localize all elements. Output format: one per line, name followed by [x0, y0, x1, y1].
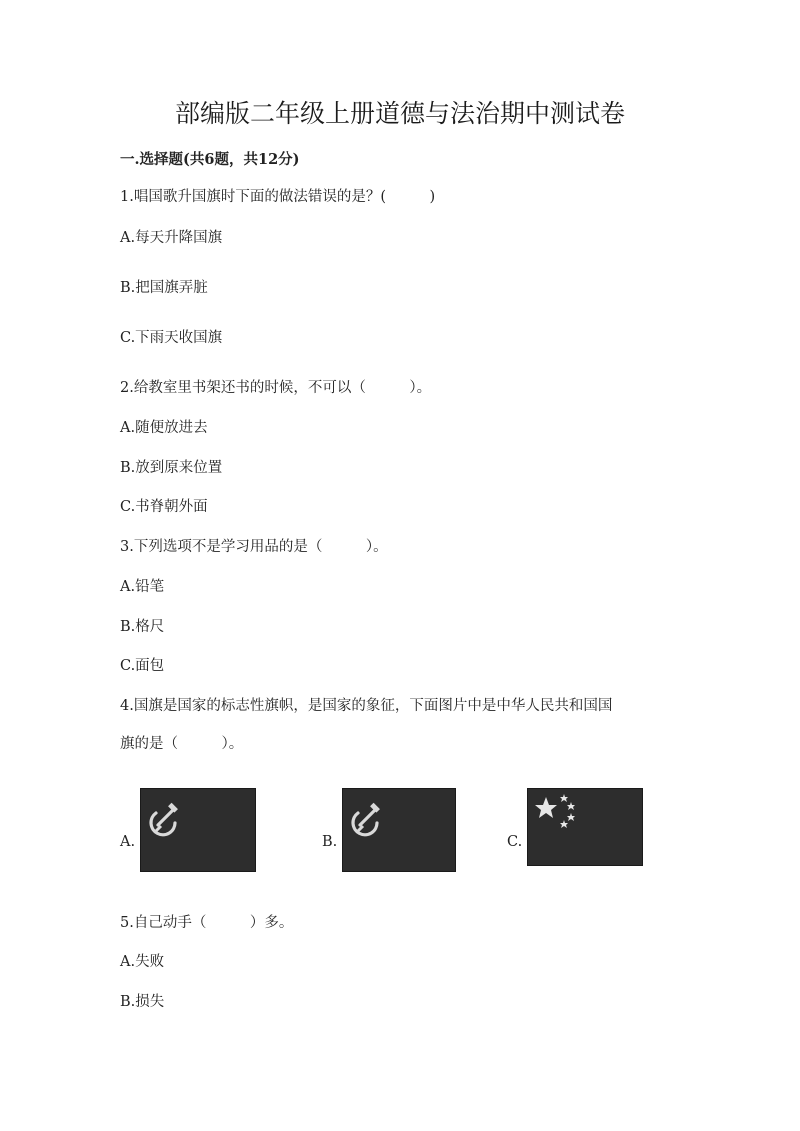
five-star-flag-icon: [527, 788, 643, 866]
question-5-option-b: B.损失: [120, 994, 165, 1010]
question-5-option-a: A.失败: [120, 954, 165, 970]
flag-option-a-label: A.: [120, 834, 136, 850]
question-4-stem-line1: 4.国旗是国家的标志性旗帜，是国家的象征，下面图片中是中华人民共和国国: [120, 698, 613, 714]
flag-option-c-label: C.: [507, 834, 523, 850]
question-1-option-b: B.把国旗弄脏: [120, 280, 208, 296]
hammer-sickle-flag-icon: [342, 788, 456, 872]
question-2-option-a: A.随便放进去: [120, 420, 208, 436]
flag-option-b-label: B.: [322, 834, 338, 850]
question-3-option-a: A.铅笔: [120, 579, 165, 595]
question-1-option-a: A.每天升降国旗: [120, 230, 223, 246]
question-5-stem: 5.自己动手（ ）多。: [120, 915, 294, 931]
question-2-stem: 2.给教室里书架还书的时候，不可以（ ）。: [120, 380, 432, 396]
question-3-option-c: C.面包: [120, 658, 165, 674]
question-4-stem-line2: 旗的是（ ）。: [120, 736, 244, 752]
question-3-stem: 3.下列选项不是学习用品的是（ ）。: [120, 539, 388, 555]
question-1-option-c: C.下雨天收国旗: [120, 330, 223, 346]
hammer-sickle-flag-icon: [140, 788, 256, 872]
question-3-option-b: B.格尺: [120, 619, 165, 635]
question-1-stem: 1.唱国歌升国旗时下面的做法错误的是？( ): [120, 189, 436, 205]
question-2-option-b: B.放到原来位置: [120, 460, 223, 476]
question-2-option-c: C.书脊朝外面: [120, 499, 208, 515]
page-title: 部编版二年级上册道德与法治期中测试卷: [174, 99, 625, 128]
flag-options: [120, 788, 680, 872]
section-heading: 一.选择题(共6题，共12分): [120, 151, 300, 168]
